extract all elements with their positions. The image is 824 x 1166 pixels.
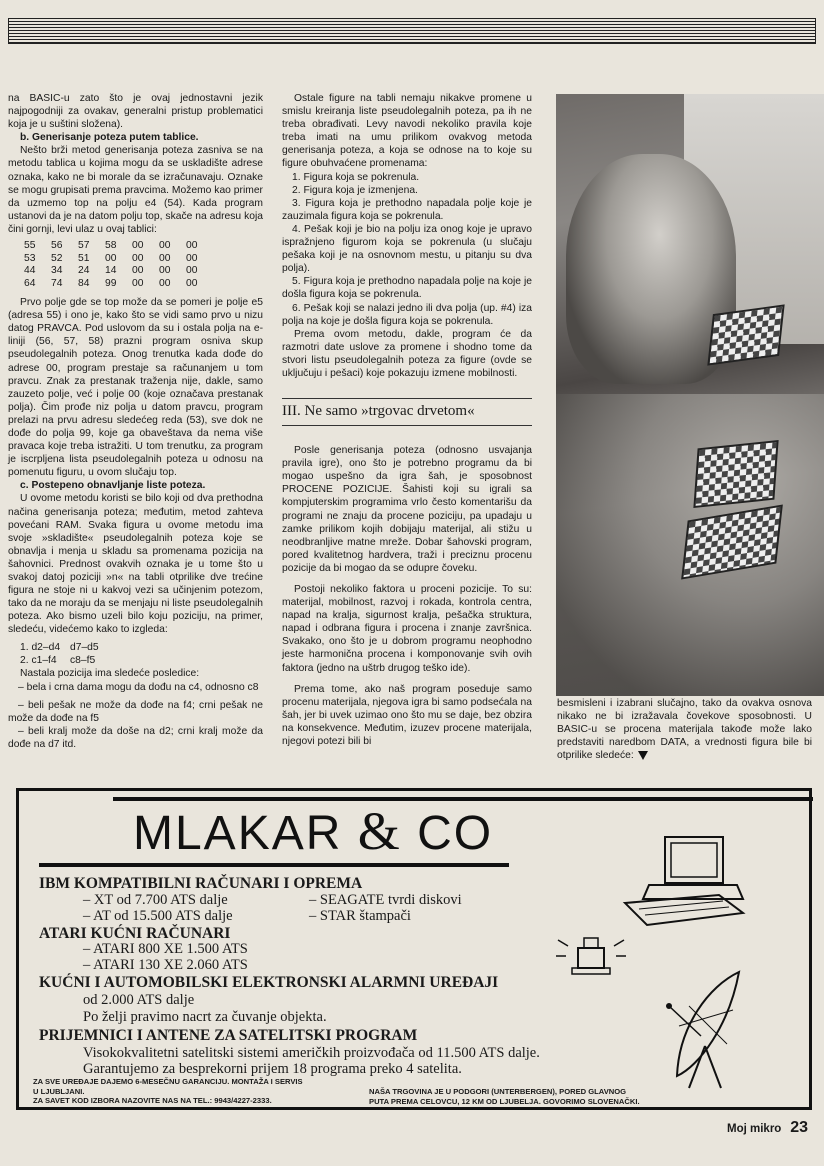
paragraph: na BASIC-u zato što je ovaj jednostavni jezik najpogodniji za ovakav, generalni pristup problematici koja je u suštini složena). bbox=[8, 93, 263, 131]
ad-line: Visokokvalitetni satelitski sistemi američkih proizvođača od 11.500 ATS dalje. bbox=[83, 1045, 540, 1061]
ad-fineprint-right: NAŠA TRGOVINA JE U PODGORI (UNTERBERGEN), PORED GLAVNOG PUTA PREMA CELOVCU, 12 KM OD LJUBELJA. GOVORIMO SLOVENAČKI. bbox=[369, 1087, 640, 1106]
list-item: 5. Figura koja je prethodno napadala polje na koje je došla figura koja se pokrenula. bbox=[282, 276, 532, 301]
article-column-2 bbox=[282, 92, 532, 748]
magazine-name: Moj mikro bbox=[727, 1123, 782, 1135]
continue-arrow-icon bbox=[638, 751, 648, 760]
paragraph: Nastala pozicija ima sledeće posledice: bbox=[20, 668, 200, 680]
ad-line: – ATARI 130 XE 2.060 ATS bbox=[83, 957, 248, 973]
list-item: 1. Figura koja se pokrenula. bbox=[292, 171, 420, 183]
ad-heading-alarm: KUĆNI I AUTOMOBILSKI ELEKTRONSKI ALARMNI UREĐAJI bbox=[39, 974, 499, 991]
paragraph: Prema ovom metodu, dakle, program će da razmotri date uslove za promene i shodno tome da stvori listu pseudolegalnih poteza za figure (ovde se uključuju i pešaci) koje pokazuju izmene mobilnosti. bbox=[282, 328, 532, 379]
ad-line: – STAR štampači bbox=[309, 908, 411, 924]
paragraph: Posle generisanja poteza (odnosno usvajanja pravila igre), ono što je potrebno programu da bi mogao uspešno da igra šah, je sposobnost PROCENE POZICIJE. Šahisti koji su igrali sa kompjuterskim programima vrlo često komentarišu da programi ne znaju da procene poziciju, pa upadaju u zamke prilikom kojih dobijaju materijal, ali stižu u neodbranljive matne mreže. Dobar šahovski program, pored kvalitetnog hardvera, traži i preciznu procenu pozicije da bi mogao da se odupre čoveku. bbox=[282, 445, 532, 574]
list-item: 2. Figura koja je izmenjena. bbox=[292, 184, 418, 196]
move-line: 2. c1–f4 c8–f5 bbox=[20, 654, 96, 666]
section-heading: III. Ne samo »trgovac drvetom« bbox=[282, 398, 532, 426]
list-item: 6. Pešak koji se nalazi jedno ili dva polja (up. #4) iza polja na koje je došla figura koja se pokrenula. bbox=[282, 302, 532, 327]
article-column-1 bbox=[8, 92, 263, 751]
address-table bbox=[24, 240, 213, 290]
paragraph: Ostale figure na tabli nemaju nikakve promene u smislu kreiranja liste pseudolegalnih poteza, pa ih ne treba obrađivati. Levy navodi nekoliko pravila koje treba imati na umu prilikom ovakvog metoda generisanja poteza, a koja se odnose na to koje su figure obuhvaćene promenama: bbox=[282, 93, 532, 170]
ad-line: od 2.000 ATS dalje bbox=[83, 992, 195, 1008]
satellite-dish-icon bbox=[649, 966, 749, 1091]
ad-heading-satellite: PRIJEMNICI I ANTENE ZA SATELITSKI PROGRAM bbox=[39, 1027, 418, 1044]
page-footer bbox=[727, 1121, 808, 1136]
ad-fineprint-left: ZA SVE UREĐAJE DAJEMO 6-MESEČNU GARANCIJU. MONTAŽA I SERVIS U LJUBLJANI. ZA SAVET KOD IZBORA NAZOVITE NAS NA TEL.: 9943/4227-2333. bbox=[33, 1077, 303, 1105]
list-item: 4. Pešak koji je bio na polju iza onog koje je upravo ispražnjeno figurom koja se pokrenula (u slučaju pešaka koji je na osnovnom mestu, u pitanju su dva polja). bbox=[282, 223, 532, 275]
alarm-icon bbox=[554, 926, 629, 981]
table-row: 55 56 57 58 00 00 00 bbox=[24, 240, 198, 252]
chessboard-icon bbox=[693, 440, 778, 508]
header-stripe bbox=[8, 18, 816, 44]
table-row: 64 74 84 99 00 00 00 bbox=[24, 277, 198, 289]
ad-line: Garantujemo za besprekorni prijem 18 programa preko 4 satelita. bbox=[83, 1061, 462, 1077]
table-row: 53 52 51 00 00 00 00 bbox=[24, 252, 198, 264]
computer-icon bbox=[619, 833, 749, 928]
ad-line: – AT od 15.500 ATS dalje bbox=[83, 908, 233, 924]
ad-line: – SEAGATE tvrdi diskovi bbox=[309, 892, 462, 908]
list-item: – beli kralj može da doše na d2; crni kralj može da dođe na d7 itd. bbox=[8, 725, 263, 750]
article-column-3 bbox=[557, 697, 812, 762]
list-item: – beli pešak ne može da dođe na f4; crni pešak ne može da dođe na f5 bbox=[8, 699, 263, 724]
paragraph: besmisleni i izabrani slučajno, tako da ovakva osnova nikako ne bi izražavala čovekove sposobnosti. U BASIC-u se procena materijala takođe može lako predstaviti naredbom DATA, a vrednosti figura bile bi otprilike sledeće: bbox=[557, 698, 812, 762]
page-number: 23 bbox=[790, 1119, 808, 1136]
mlakar-advertisement bbox=[16, 788, 812, 1110]
chessboard-icon bbox=[707, 304, 784, 365]
subheading: c. Postepeno obnavljanje liste poteza. bbox=[20, 480, 206, 492]
ad-line: – XT od 7.700 ATS dalje bbox=[83, 892, 228, 908]
chess-computer-photo bbox=[556, 94, 824, 696]
paragraph: Postoji nekoliko faktora u proceni pozicije. To su: materijal, mobilnost, razvoj i rokada, kontrola centra, napad na kralja, sigurnost kralja, pešačka struktura, napad i odbrana figura i procena i znanje završnica. Svakako, ono što je u dobrom programu neophodno jeste harmonična procena i komponovanje svih ovih faktora (jedno na uštrb drugog teško ide). bbox=[282, 584, 532, 674]
ad-heading-ibm: IBM KOMPATIBILNI RAČUNARI I OPREMA bbox=[39, 875, 363, 892]
table-row: 44 34 24 14 00 00 00 bbox=[24, 265, 198, 277]
subheading: b. Generisanje poteza putem tablice. bbox=[20, 132, 199, 144]
paragraph: Prema tome, ako naš program poseduje samo procenu materijala, njegova igra bi samo podsećala na šah, jer bi uvek uzimao ono što mu se daje, bez obzira na konsekvence. Međutim, izuzev procene materijala, njegovi potezi bili bi bbox=[282, 683, 532, 748]
move-line: 1. d2–d4 d7–d5 bbox=[20, 642, 99, 654]
paragraph: Nešto brži metod generisanja poteza zasniva se na metodu tablica u kojima mogu da se uskladište adrese oznaka, kako ne bi morale da se izračunavaju. Oznake se mogu grupisati prema pravcima. Možemo kao primer da uzmemo top na polju e4 (54). Kada program ustanovi da je na datom polju top, skače na adresu koja čini gornji, levi ulaz u ovaj tablici: bbox=[8, 145, 263, 235]
ad-logo: MLAKAR & CO bbox=[133, 801, 494, 861]
ad-line: – ATARI 800 XE 1.500 ATS bbox=[83, 941, 248, 957]
ad-heading-atari: ATARI KUĆNI RAČUNARI bbox=[39, 925, 231, 942]
ad-line: Po želji pravimo nacrt za čuvanje objekta. bbox=[83, 1009, 327, 1025]
paragraph: Prvo polje gde se top može da se pomeri je polje e5 (adresa 55) i ono je, kako što se vidi samo prvo u nizu datog PRAVCA. Pod uslovom da su i ostala polja na e-liniji (56, 57, 58) prazni program osniva skup pseudolegalnih poteza. Onog trenutka kada dođe do adrese 00, program prestaje sa računanjem u tom pravcu. Znak za prestanak traženja nije, dakle, samo zauzeto polje, već i polje 00 (koje označava prestanak polja). Čim prođe niz polja u datom pravcu, program prelazi na prvu adresu sledećeg reda (53), sve dok ne dođe do polja 99, koje ga obaveštava da nema više pravaca koje treba istražiti. U tom trenutku, za program je iscrpljena lista pseudolegalnih poteza u odnosu na pomenutu figuru, u ovom slučaju top. bbox=[8, 297, 263, 479]
list-item: – bela i crna dama mogu da dođu na c4, odnosno c8 bbox=[18, 681, 259, 693]
paragraph: U ovome metodu koristi se bilo koji od dva prethodna načina generisanja poteza; međutim, metod zahteva povećani RAM. Svaka figura u ovome metodu ima svoje »skladište« pseudolegalnih poteza koje se obnavlja i menja u skladu sa promenama pozicija na šahovnici. Prednost ovakvih oznaka je u tome što u svakoj datoj poziciji »n« na tabli otprilike dve trećine figura ne stoje ni u kakvoj vezi sa učinjenim potezom, tako da ne moraju da se menjaju ni liste pseudolegalnih poteza. Ako bismo uzeli bilo koju poziciju, na primer, sledeću, videćemo kako to izgleda: bbox=[8, 493, 263, 636]
list-item: 3. Figura koja je prethodno napadala polje koje je zauzimala figura koja se pokrenula. bbox=[282, 197, 532, 222]
